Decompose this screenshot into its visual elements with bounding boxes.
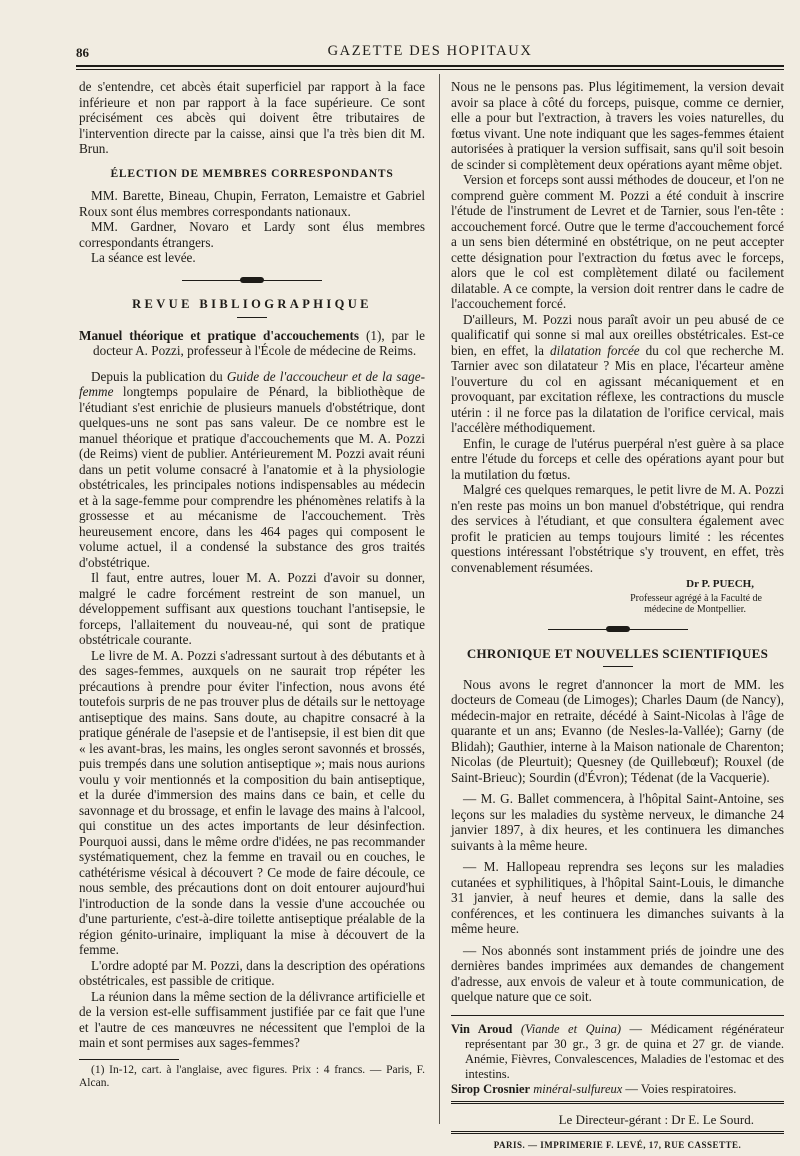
revue-heading: REVUE BIBLIOGRAPHIQUE	[132, 297, 372, 311]
right-column	[451, 79, 784, 1154]
footnote-rule	[79, 1059, 179, 1060]
paragraph: La réunion dans la même section de la délivrance artificielle et de la version est-elle suffisamment justifiée par ce fait que l'une et l'autre de ces manœuvres ne nécessitent que l'emploi de la main et sont permises aux sages-femmes?	[79, 988, 425, 1050]
paragraph: — M. G. Ballet commencera, à l'hôpital Saint-Antoine, ses leçons sur les maladies du système nerveux, le dimanche 24 janvier 1897, à dix heures, et les continuera les dimanches suivants à la même heure.	[451, 791, 784, 853]
paragraph: Enfin, le curage de l'utérus puerpéral n'est guère à sa place entre l'étude du forceps et celle des opérations ayant pour but la mutilation du fœtus.	[451, 435, 784, 482]
paragraph: Version et forceps sont aussi méthodes de douceur, et l'on ne comprend guère comment M. Pozzi a été conduit à inscrire l'étude de l'instrument de Levret et de Tarnier, sous l'en-tête : accouchement forcé. Outre que le terme d'accouchement forcé a un sens bien déterminé en obstétrique, on ne peut accepter cette désignation pour l'extraction du fœtus avec le forceps, alors que le col est complètement dilaté ou facilement dilatable. A ce compte, la version doit rentrer dans le cadre de l'accouchement forcé.	[451, 172, 784, 311]
paragraph: Depuis la publication du Guide de l'accoucheur et de la sage-femme longtemps populaire de Pénard, la bibliothèque de l'étudiant s'est enrichie de plusieurs manuels d'obstétrique, dont quelques-uns ne sont pas sans valeur. De ce nombre est le manuel théorique et pratique d'accouchements que M. A. Pozzi (de Reims) vient de publier. Antérieurement M. Pozzi avait réuni dans un petit volume consacré à l'anatomie et à la physiologie obstétricales, les principales notions indispensables au médecin et à la sage-femme pour comprendre les phénomènes relatifs à la grossesse et au mécanisme de l'accouchement. Très heureusement encore, dans les 464 pages qui composent le volume actuel, il a condensé la substance des gros traités d'obstétrique.	[79, 368, 425, 570]
page-number: 86	[76, 45, 89, 60]
column-divider	[439, 74, 440, 1124]
paragraph: Il faut, entre autres, louer M. A. Pozzi d'avoir su donner, malgré le cadre forcément restreint de son manuel, un développement suffisant aux questions touchant l'antisepsie, le forceps, l'allaitement du nouveau-né, qui sont de pratique obstétricale courante.	[79, 570, 425, 647]
book-reference	[79, 328, 425, 359]
chronique-heading: CHRONIQUE ET NOUVELLES SCIENTIFIQUES	[466, 646, 769, 661]
short-rule	[603, 666, 633, 667]
advert-sirop-crosnier: Sirop Crosnier minéral-sulfureux — Voies respiratoires.	[451, 1081, 737, 1096]
paragraph: Malgré ces quelques remarques, le petit livre de M. A. Pozzi n'en reste pas moins un bon manuel d'obstétrique, qui rendra des services à l'étudiant, et que consultera également avec profit le praticien au temps toujours limité : les récentes questions intéressant l'obstétrique s'y trouvent, en effet, très convenablement résumées.	[451, 482, 784, 575]
ornament-divider	[451, 623, 784, 639]
double-rule	[451, 1131, 784, 1134]
advert-vin-aroud: Vin Aroud (Viande et Quina) — Médicament régénérateur représentant par 30 gr., 3 gr. de quina et 27 gr. de viande. Anémie, Fièvres, Convalescences, Maladies de l'estomac et des intestins.	[451, 1021, 784, 1081]
paragraph: Nous ne le pensons pas. Plus légitimement, la version devait avoir sa place à côté du forceps, puisque, comme ce dernier, elle a pour but l'extraction, à travers les voies naturelles, du fœtus vivant. Une note indiquant que les sages-femmes étaient autorisées à pratiquer la version suffisait, sans qu'il soit besoin de scinder si complètement deux opérations ayant même objet.	[451, 79, 784, 172]
footnote: (1) In-12, cart. à l'anglaise, avec figures. Prix : 4 francs. — Paris, F. Alcan.	[79, 1063, 425, 1089]
paragraph: — M. Hallopeau reprendra ses leçons sur les maladies cutanées et syphilitiques, à l'hôpital Saint-Louis, le dimanche 31 janvier, à neuf heures et demie, dans la salle des conférences, et les continuera les dimanches suivants à la même heure.	[451, 859, 784, 936]
advert-rule	[451, 1015, 784, 1016]
book-details: (1), par le docteur A. Pozzi, professeur à l'École de médecine de Reims.	[93, 327, 426, 358]
book-title: Manuel théorique et pratique d'accouchements	[79, 327, 359, 343]
election-heading: ÉLECTION DE MEMBRES CORRESPONDANTS	[110, 167, 394, 180]
paragraph: MM. Gardner, Novaro et Lardy sont élus membres correspondants étrangers.	[79, 219, 425, 250]
paragraph: de s'entendre, cet abcès était superficiel par rapport à la face inférieure et non par rapport à la face supérieure. Ce sont précisément ces abcès qui doivent être tributaires de l'intervention directe par la caisse, ainsi que l'a très bien dit M. Brun.	[79, 79, 425, 156]
paragraph: D'ailleurs, M. Pozzi nous paraît avoir un peu abusé de ce qualificatif qui sonne si mal aux oreilles obstétricales. Est-ce bien, en effet, la dilatation forcée du col que recherche M. Tarnier avec son dilatateur ? Mis en place, l'écarteur amène l'ouverture du col en agissant mécaniquement et en provoquant, par excitation réflexe, les contractions du muscle utérin : il ne force pas la dilatation de l'orifice cervical, mais l'accélère méthodiquement.	[451, 311, 784, 435]
header-rule-thin	[76, 69, 784, 70]
signature-role: médecine de Montpellier.	[644, 603, 746, 615]
signature-role: Professeur agrégé à la Faculté de	[630, 592, 762, 604]
left-column	[79, 79, 425, 1091]
paragraph: MM. Barette, Bineau, Chupin, Ferraton, Lemaistre et Gabriel Roux sont élus membres correspondants nationaux.	[79, 188, 425, 219]
paragraph: La séance est levée.	[91, 250, 196, 265]
short-rule	[237, 317, 267, 318]
paragraph: — Nos abonnés sont instamment priés de joindre une des dernières bandes imprimées aux demandes de changement d'adresse, aux envois de valeur et à toute communication, de quelque nature que ce soit.	[451, 942, 784, 1004]
signature-name: Dr P. PUECH,	[686, 578, 754, 590]
header-rule-thick	[76, 65, 784, 67]
paragraph: L'ordre adopté par M. Pozzi, dans la description des opérations obstétricales, est passible de critique.	[79, 957, 425, 988]
printer-line: PARIS. — IMPRIMERIE F. LEVÉ, 17, RUE CASSETTE.	[493, 1140, 742, 1150]
paragraph: Le livre de M. A. Pozzi s'adressant surtout à des débutants et à des sages-femmes, auxquels on ne saurait trop répéter les précautions à prendre pour éviter l'infection, nous avons été toutefois surpris de ne pas trouver plus de détails sur le nettoyage antiseptique des mains. Sans doute, au chapitre consacré à la pratique générale de l'asepsie et de l'antisepsie, il est bien dit que « les avant-bras, les mains, les ongles seront savonnés et brossés, puis trempés dans une solution antiseptique »; mais nous aurions voulu y voir mentionnés et la composition du bain antiseptique, et la durée d'immersion des mains dans ce bain, et celle du savonnage et du brossage, et enfin le lavage des mains à l'alcool, qui constitue un des actes importants de leur désinfection. Pourquoi aussi, dans le même ordre d'idées, ne pas recommander systématiquement, chez la femme en travail ou en couches, le cathétérisme vésical à découvert ? Ce mode de faire découle, ce nous semble, des précautions dont on doit entourer aujourd'hui l'introduction de la sonde dans la vessie d'une accouchée ou d'une parturiente, c'est-à-dire toilette antiseptique préalable de la région génito-urinaire, impliquant la mise à découvert de la femme.	[79, 647, 425, 957]
paragraph: Nous avons le regret d'annoncer la mort de MM. les docteurs de Comeau (de Limoges); Charles Daum (de Nancy), médecin-major en retraite, décédé à Saint-Nicolas à l'âge de quarante et un ans; Evanno (de Nesles-la-Vallée); Garny (de Blidah); Gauthier, interne à la Maison nationale de Charenton; Nicolas (de Pleurtuit); Quesney (de Quillebœuf); Rouxel (de Saint-Brieuc); Sourdin (d'Évron); Tédenat (de la Vacquerie).	[451, 676, 784, 785]
ornament-divider	[79, 274, 425, 290]
journal-title: GAZETTE DES HOPITAUX	[327, 43, 533, 59]
double-rule	[451, 1101, 784, 1104]
director-line: Le Directeur-gérant : Dr E. Le Sourd.	[558, 1111, 754, 1127]
